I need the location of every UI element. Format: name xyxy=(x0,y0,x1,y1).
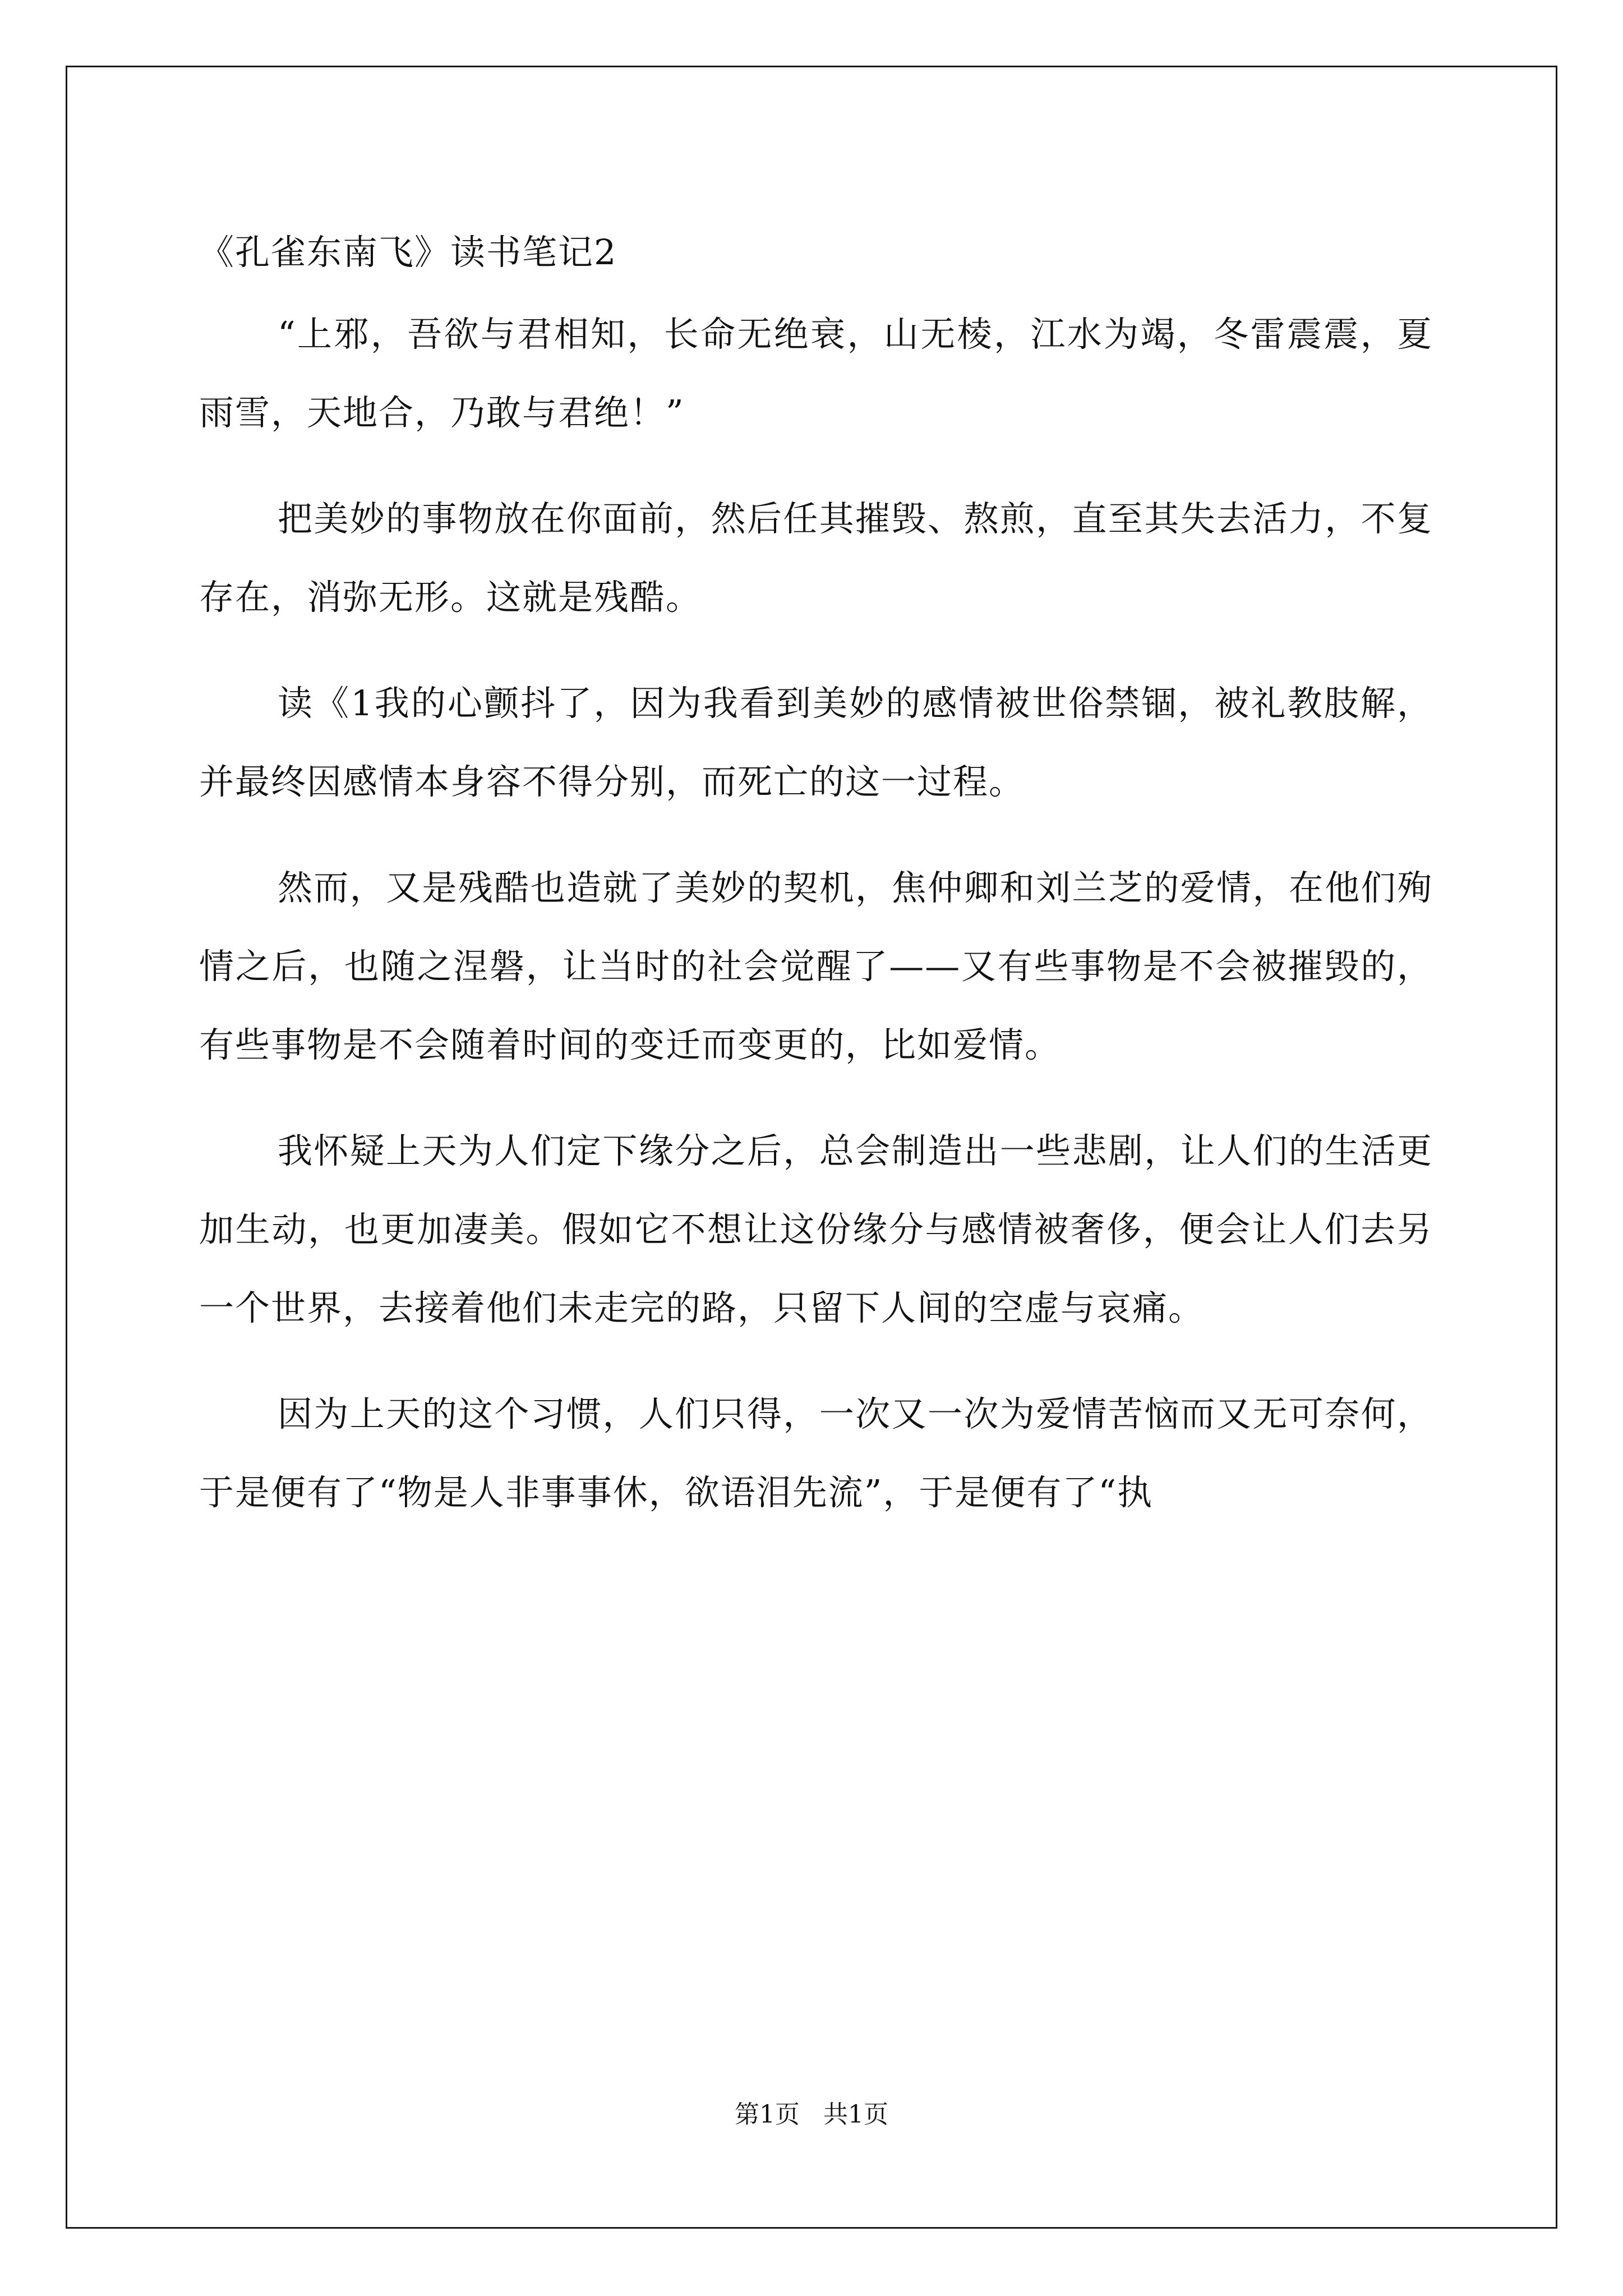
paragraph: 把美妙的事物放在你面前，然后任其摧毁、熬煎，直至其失去活力，不复存在，消弥无形。这就是残酷。 xyxy=(199,498,1433,618)
paragraph: 读《1我的心颤抖了，因为我看到美妙的感情被世俗禁锢，被礼教肢解，并最终因感情本身容不得分别，而死亡的这一过程。 xyxy=(199,683,1433,802)
document-body xyxy=(199,219,1433,1532)
paragraph: 因为上天的这个习惯，人们只得，一次又一次为爱情苦恼而又无可奈何，于是便有了“物是人非事事休，欲语泪先流”，于是便有了“执 xyxy=(199,1393,1433,1513)
paragraph: 我怀疑上天为人们定下缘分之后，总会制造出一些悲剧，让人们的生活更加生动，也更加凄美。假如它不想让这份缘分与感情被奢侈，便会让人们去另一个世界，去接着他们未走完的路，只留下人间的空虚与哀痛。 xyxy=(199,1130,1433,1328)
page-number-footer: 第1页 共1页 xyxy=(735,2100,888,2129)
document-title: 《孔雀东南飞》读书笔记2 xyxy=(199,232,617,273)
paragraph: 然而，又是残酷也造就了美妙的契机，焦仲卿和刘兰芝的爱情，在他们殉情之后，也随之涅磐，让当时的社会觉醒了——又有些事物是不会被摧毁的，有些事物是不会随着时间的变迁而变更的，比如爱情。 xyxy=(199,867,1433,1065)
paragraph-quote: “上邪，吾欲与君相知，长命无绝衰，山无棱，江水为竭，冬雷震震，夏雨雪，天地合，乃敢与君绝！” xyxy=(199,314,1433,433)
